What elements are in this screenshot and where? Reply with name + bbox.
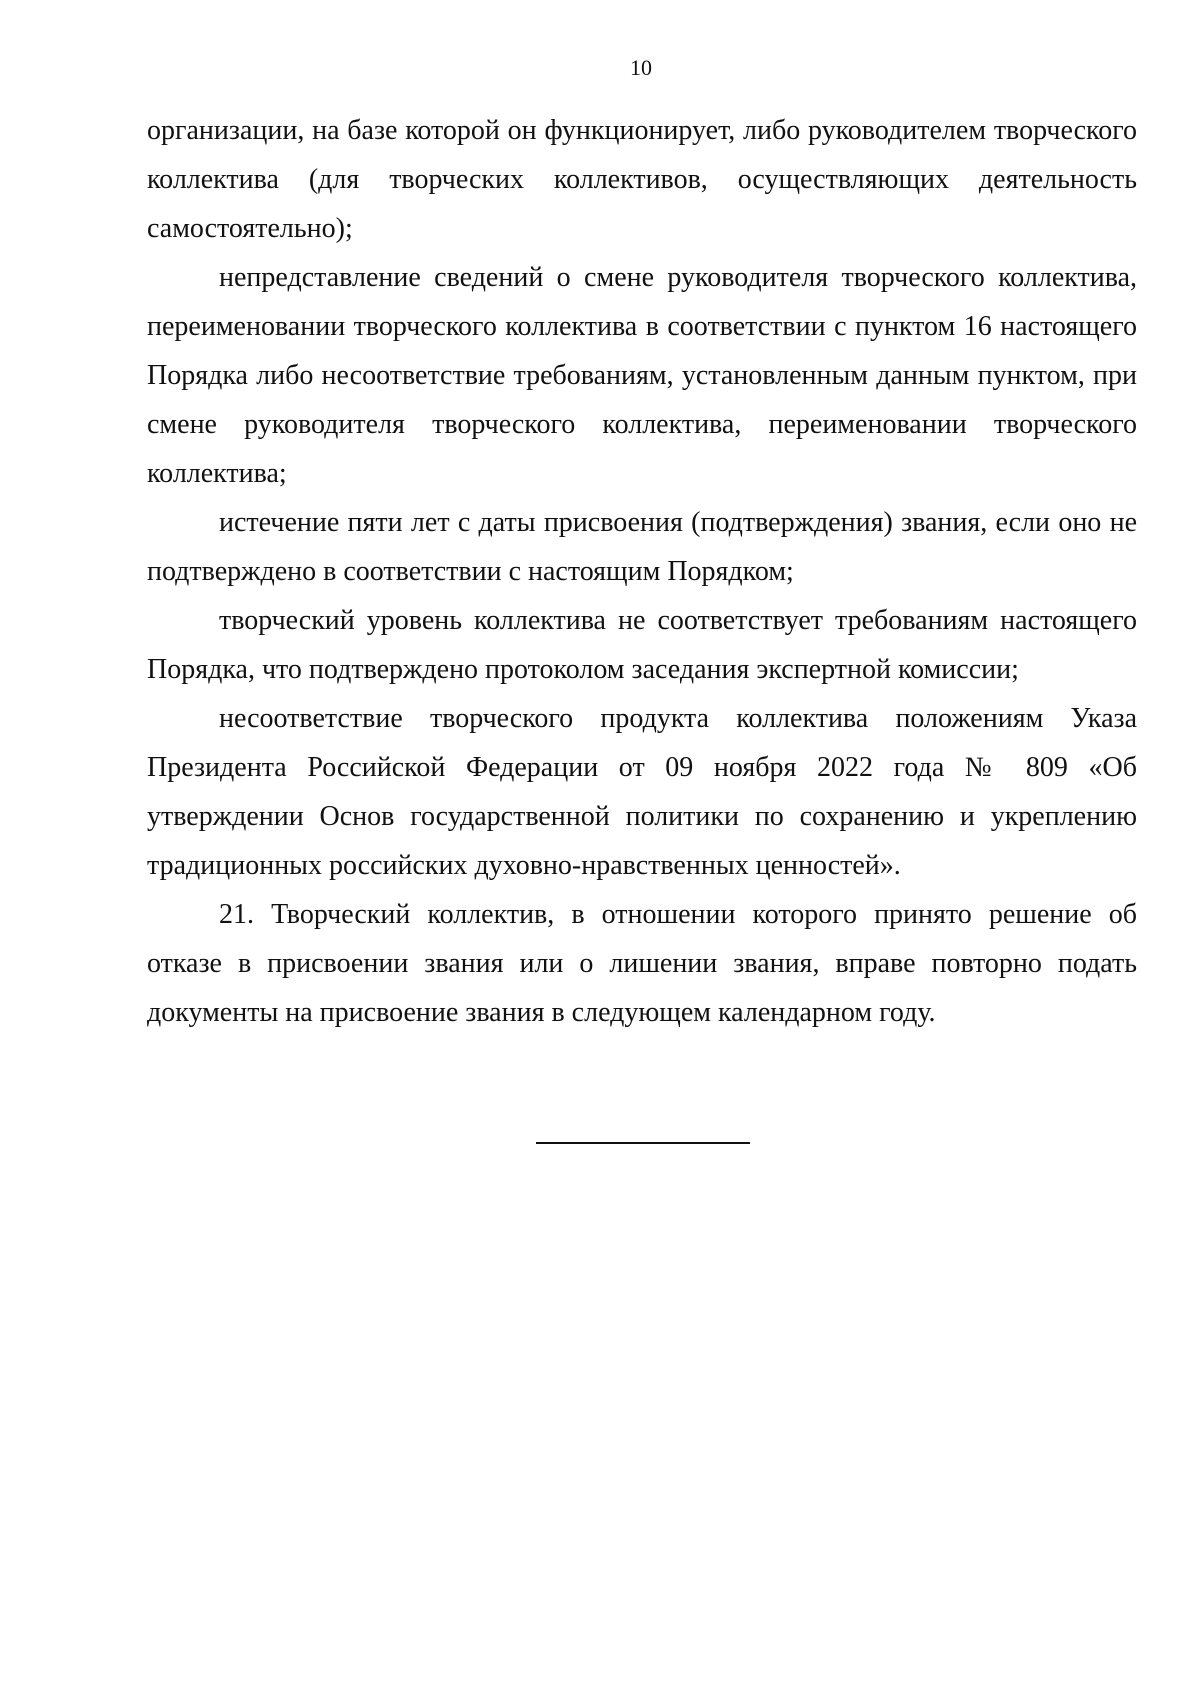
page-number: 10 bbox=[630, 55, 652, 80]
paragraph-creative-level: творческий уровень коллектива не соответствует требованиям настоящего Порядка, что подтверждено протоколом заседания экспертной комиссии; bbox=[147, 605, 1137, 685]
paragraph-item-21: 21. Творческий коллектив, в отношении которого принято решение об отказе в присвоении звания или о лишении звания, вправе повторно подать документы на присвоение звания в следующем календарном году. bbox=[147, 899, 1137, 1028]
end-of-document-rule bbox=[536, 1142, 750, 1144]
paragraph-decree: несоответствие творческого продукта коллектива положениям Указа Президента Российской Федерации от 09 ноября 2022 года № 809 «Об утверждении Основ государственной политики по сохранению и укреплению традиционных российских духовно-нравственных ценностей». bbox=[147, 703, 1137, 881]
paragraph-name-change: непредставление сведений о смене руководителя творческого коллектива, переименовании творческого коллектива в соответствии с пунктом 16 настоящего Порядка либо несоответствие требованиям, установленным данным пунктом, при смене руководителя творческого коллектива, переименовании творческого коллектива; bbox=[147, 262, 1137, 489]
paragraph-continuation: организации, на базе которой он функционирует, либо руководителем творческого коллектива (для творческих коллективов, осуществляющих деятельность самостоятельно); bbox=[147, 115, 1137, 244]
paragraph-five-years: истечение пяти лет с даты присвоения (подтверждения) звания, если оно не подтверждено в соответствии с настоящим Порядком; bbox=[147, 507, 1137, 587]
document-body bbox=[147, 106, 1137, 1037]
